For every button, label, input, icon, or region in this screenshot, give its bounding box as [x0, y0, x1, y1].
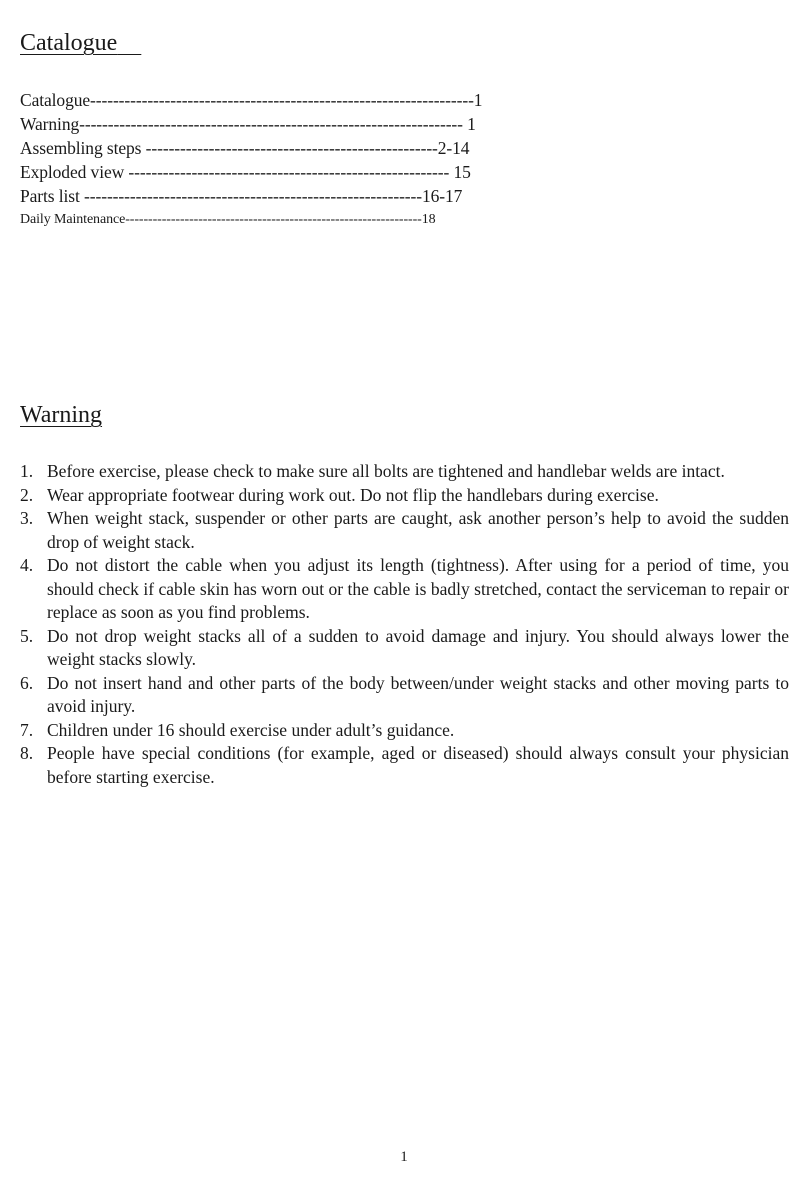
warning-item: [20, 742, 789, 789]
warning-item-number: 1.: [20, 461, 34, 481]
warning-item-number: 8.: [20, 743, 34, 763]
catalogue-heading-text: Catalogue: [20, 30, 118, 56]
warning-item-text: People have special conditions (for example, aged or diseased) should always consult your physician before starting exercise.: [47, 743, 789, 787]
warning-item-number: 5.: [20, 625, 34, 646]
warning-item-text: Do not distort the cable when you adjust its length (tightness). After using for a period of time, you should check if cable skin has worn out or the cable is badly stretched, contact the serviceman to repair or replace as soon as you find problems.: [47, 555, 789, 622]
warning-item-text: Children under 16 should exercise under adult’s guidance.: [47, 719, 455, 740]
warning-item: [20, 484, 789, 508]
warning-item: [20, 672, 789, 719]
warning-heading-text: Warning: [20, 402, 103, 428]
warning-list: [20, 460, 789, 789]
toc-entry-parts-list: Parts list -----------------------------------------------------------16-17: [20, 186, 463, 206]
warning-item-number: 3.: [20, 508, 34, 528]
warning-item: [20, 554, 789, 625]
warning-item-text: Do not insert hand and other parts of the body between/under weight stacks and other moving parts to avoid injury.: [47, 672, 789, 716]
toc-entry-exploded-view: Exploded view -------------------------------------------------------- 15: [20, 162, 471, 182]
warning-item-text: Wear appropriate footwear during work out. Do not flip the handlebars during exercise.: [47, 484, 659, 505]
toc-entry-warning: Warning------------------------------------------------------------------- 1: [20, 114, 476, 134]
warning-item-number: 2.: [20, 484, 34, 505]
warning-item-text: When weight stack, suspender or other parts are caught, ask another person’s help to avoid the sudden drop of weight stack.: [47, 508, 789, 552]
toc-entry-assembling-steps: Assembling steps ---------------------------------------------------2-14: [20, 138, 470, 158]
warning-item-number: 7.: [20, 719, 34, 740]
toc-entry-catalogue: Catalogue-------------------------------------------------------------------1: [20, 90, 483, 110]
warning-heading: [20, 402, 102, 429]
catalogue-heading: [20, 30, 141, 57]
warning-item: [20, 460, 789, 484]
warning-item-text: Before exercise, please check to make sure all bolts are tightened and handlebar welds are intact.: [47, 461, 725, 481]
table-of-contents: [20, 88, 482, 232]
warning-item: [20, 719, 789, 743]
warning-item: [20, 507, 789, 554]
warning-item-text: Do not drop weight stacks all of a sudden to avoid damage and injury. You should always lower the weight stacks slowly.: [47, 625, 789, 669]
toc-entry-daily-maintenance: Daily Maintenance-----------------------------------------------------------------18: [20, 212, 436, 227]
warning-item-number: 4.: [20, 555, 34, 575]
warning-item: [20, 625, 789, 672]
page-number: 1: [400, 1149, 408, 1165]
warning-item-number: 6.: [20, 672, 34, 693]
